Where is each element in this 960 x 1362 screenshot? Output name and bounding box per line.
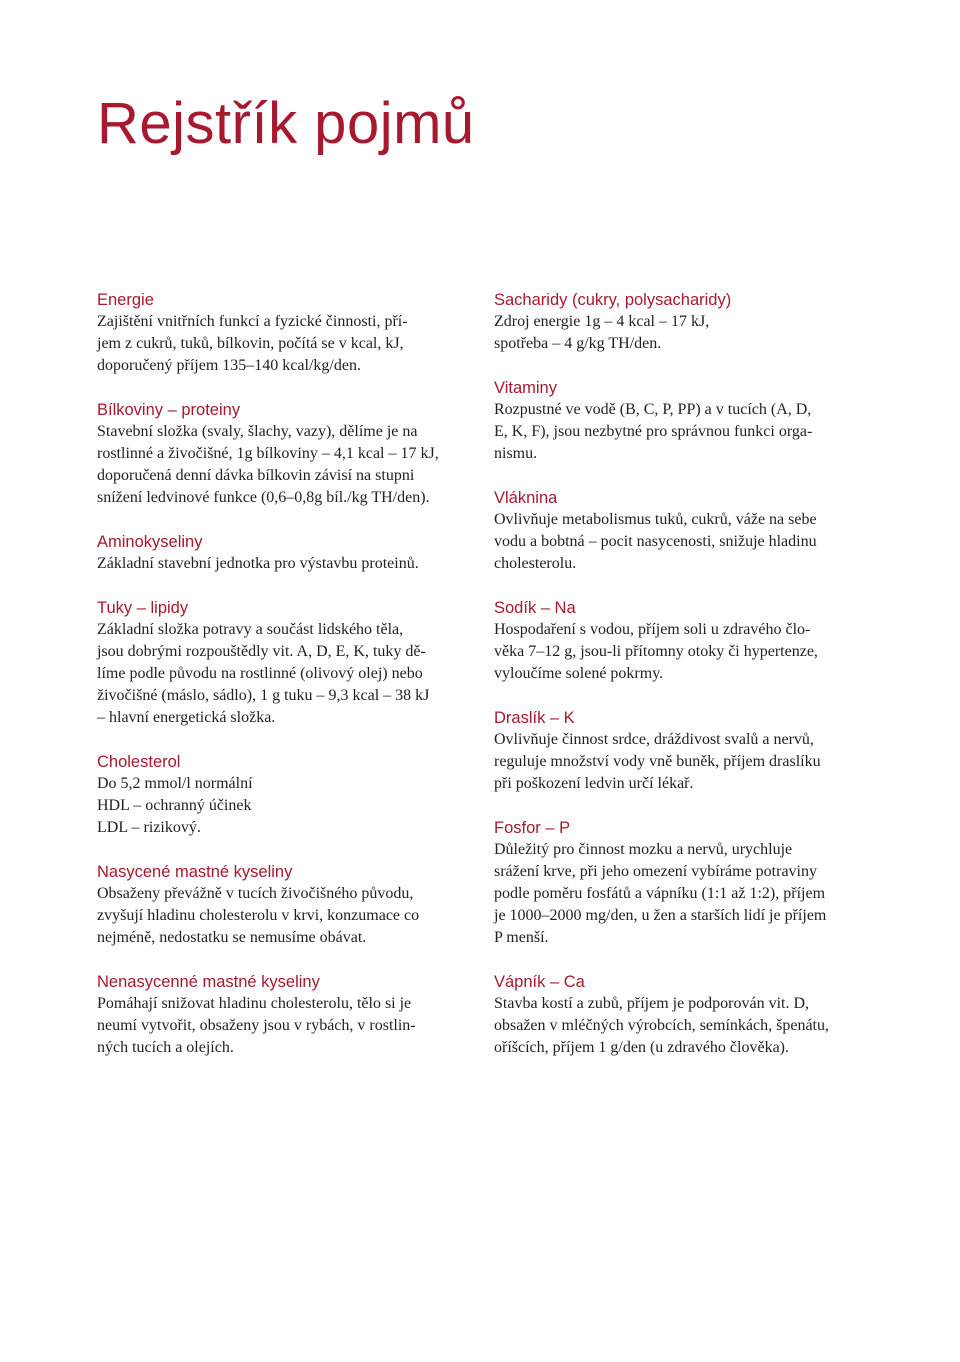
term-heading: Aminokyseliny	[97, 533, 203, 551]
definition-line: jem z cukrů, tuků, bílkovin, počítá se v kcal, kJ,	[97, 335, 404, 352]
term-heading: Nenasycenné mastné kyseliny	[97, 973, 320, 991]
definition-line: líme podle původu na rostlinné (olivový olej) nebo	[97, 665, 423, 682]
definition-line: vodu a bobtná – pocit nasycenosti, snižuje hladinu	[494, 533, 817, 550]
definition-line: Ovlivňuje činnost srdce, dráždivost svalů a nervů,	[494, 731, 814, 748]
definition-line: živočišné (máslo, sádlo), 1 g tuku – 9,3 kcal – 38 kJ	[97, 687, 430, 704]
term-heading: Tuky – lipidy	[97, 599, 189, 617]
definition-line: spotřeba – 4 g/kg TH/den.	[494, 335, 662, 352]
term-definition	[494, 311, 866, 355]
left-column	[97, 289, 469, 1081]
definition-line: podle poměru fosfátů a vápníku (1:1 až 1:2), příjem	[494, 885, 826, 902]
glossary-entry-nasycene-mastne-kyseliny	[97, 861, 469, 949]
definition-line: E, K, F), jsou nezbytné pro správnou funkci orga-	[494, 423, 813, 440]
term-heading: Vápník – Ca	[494, 973, 585, 991]
glossary-entry-bilkoviny	[97, 399, 469, 509]
definition-line: při poškození ledvin určí lékař.	[494, 775, 694, 792]
term-heading: Sacharidy (cukry, polysacharidy)	[494, 291, 732, 309]
term-definition	[494, 839, 866, 949]
definition-line: doporučený příjem 135–140 kcal/kg/den.	[97, 357, 361, 374]
definition-line: Do 5,2 mmol/l normální	[97, 775, 253, 792]
term-definition	[97, 773, 469, 839]
definition-line: ných tucích a olejích.	[97, 1039, 234, 1056]
definition-line: – hlavní energetická složka.	[97, 709, 276, 726]
glossary-entry-vapnik	[494, 971, 866, 1059]
term-heading: Fosfor – P	[494, 819, 571, 837]
glossary-entry-vlaknina	[494, 487, 866, 575]
term-heading: Vitaminy	[494, 379, 557, 397]
term-heading: Sodík – Na	[494, 599, 576, 617]
definition-line: rostlinné a živočišné, 1g bílkoviny – 4,1 kcal – 17 kJ,	[97, 445, 439, 462]
term-definition	[494, 619, 866, 685]
definition-line: Pomáhají snižovat hladinu cholesterolu, tělo si je	[97, 995, 412, 1012]
definition-line: cholesterolu.	[494, 555, 577, 572]
term-definition	[494, 993, 866, 1059]
term-definition	[97, 311, 469, 377]
term-definition	[494, 729, 866, 795]
term-definition	[97, 619, 469, 729]
glossary-entry-fosfor	[494, 817, 866, 949]
definition-line: Stavba kostí a zubů, příjem je podporován vit. D,	[494, 995, 810, 1012]
definition-line: Základní složka potravy a součást lidského těla,	[97, 621, 404, 638]
definition-line: Ovlivňuje metabolismus tuků, cukrů, váže na sebe	[494, 511, 817, 528]
definition-line: snížení ledvinové funkce (0,6–0,8g bíl./kg TH/den).	[97, 489, 430, 506]
term-definition	[97, 553, 469, 575]
glossary-entry-sacharidy	[494, 289, 866, 355]
definition-line: doporučená denní dávka bílkovin závisí na stupni	[97, 467, 415, 484]
definition-line: je 1000–2000 mg/den, u žen a starších lidí je příjem	[494, 907, 827, 924]
definition-line: srážení krve, při jeho omezení vybíráme potraviny	[494, 863, 817, 880]
glossary-entry-cholesterol	[97, 751, 469, 839]
glossary-entry-draslik	[494, 707, 866, 795]
definition-line: LDL – rizikový.	[97, 819, 201, 836]
definition-line: Hospodaření s vodou, příjem soli u zdravého člo-	[494, 621, 811, 638]
term-heading: Vláknina	[494, 489, 558, 507]
definition-line: reguluje množství vody vně buněk, příjem draslíku	[494, 753, 821, 770]
term-definition	[97, 883, 469, 949]
page-title: Rejstřík pojmů	[97, 91, 475, 156]
definition-line: Zajištění vnitřních funkcí a fyzické činnosti, pří-	[97, 313, 408, 330]
glossary-entry-tuky	[97, 597, 469, 729]
definition-line: nejméně, nedostatku se nemusíme obávat.	[97, 929, 367, 946]
glossary-entry-vitaminy	[494, 377, 866, 465]
definition-line: neumí vytvořit, obsaženy jsou v rybách, v rostlin-	[97, 1017, 416, 1034]
definition-line: nismu.	[494, 445, 538, 462]
term-heading: Cholesterol	[97, 753, 181, 771]
term-heading: Nasycené mastné kyseliny	[97, 863, 293, 881]
definition-line: obsažen v mléčných výrobcích, semínkách, špenátu,	[494, 1017, 829, 1034]
term-definition	[97, 421, 469, 509]
definition-line: Důležitý pro činnost mozku a nervů, urychluje	[494, 841, 793, 858]
glossary-entry-sodik	[494, 597, 866, 685]
term-heading: Draslík – K	[494, 709, 575, 727]
definition-line: vyloučíme solené pokrmy.	[494, 665, 664, 682]
definition-line: zvyšují hladinu cholesterolu v krvi, konzumace co	[97, 907, 420, 924]
definition-line: oříšcích, příjem 1 g/den (u zdravého člověka).	[494, 1039, 789, 1056]
term-definition	[97, 993, 469, 1059]
definition-line: P menší.	[494, 929, 549, 946]
definition-line: jsou dobrými rozpouštědly vit. A, D, E, K, tuky dě-	[97, 643, 426, 660]
definition-line: Stavební složka (svaly, šlachy, vazy), dělíme je na	[97, 423, 418, 440]
definition-line: Rozpustné ve vodě (B, C, P, PP) a v tucích (A, D,	[494, 401, 812, 418]
definition-line: Základní stavební jednotka pro výstavbu proteinů.	[97, 555, 419, 572]
glossary-entry-nenasycenne-mastne-kyseliny	[97, 971, 469, 1059]
term-definition	[494, 509, 866, 575]
definition-line: HDL – ochranný účinek	[97, 797, 252, 814]
term-definition	[494, 399, 866, 465]
glossary-entry-aminokyseliny	[97, 531, 469, 575]
definition-line: Zdroj energie 1g – 4 kcal – 17 kJ,	[494, 313, 710, 330]
definition-line: věka 7–12 g, jsou-li přítomny otoky či hypertenze,	[494, 643, 818, 660]
glossary-entry-energie	[97, 289, 469, 377]
definition-line: Obsaženy převážně v tucích živočišného původu,	[97, 885, 414, 902]
term-heading: Bílkoviny – proteiny	[97, 401, 241, 419]
term-heading: Energie	[97, 291, 154, 309]
right-column	[494, 289, 866, 1081]
